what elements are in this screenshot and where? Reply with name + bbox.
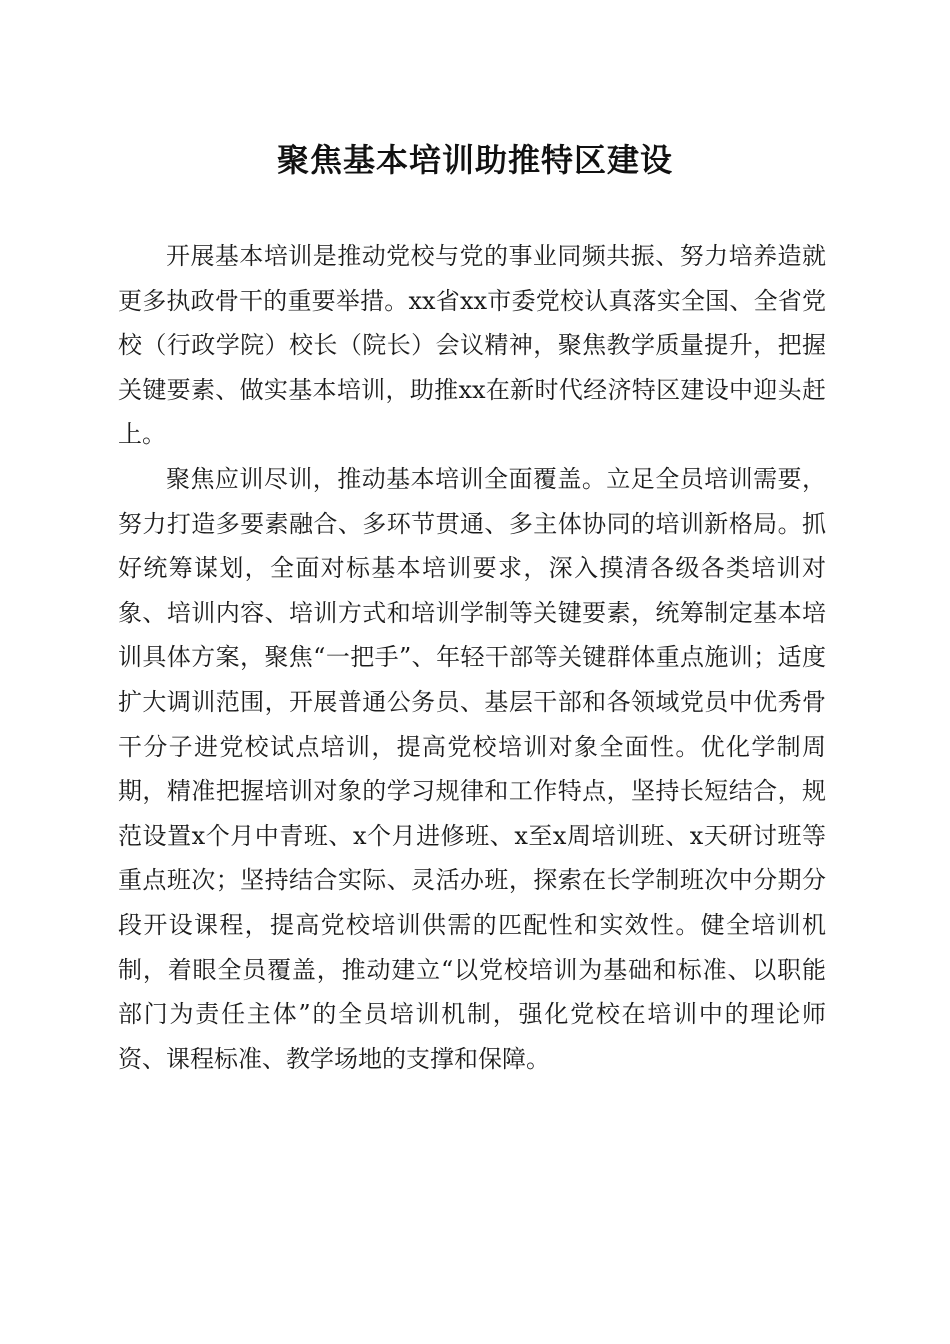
document-body	[118, 234, 826, 1081]
paragraph-coverage: 聚焦应训尽训，推动基本培训全面覆盖。立足全员培训需要，努力打造多要素融合、多环节贯通、多主体协同的培训新格局。抓好统筹谋划，全面对标基本培训要求，深入摸清各级各类培训对象、培训内容、培训方式和培训学制等关键要素，统筹制定基本培训具体方案，聚焦“一把手”、年轻干部等关键群体重点施训；适度扩大调训范围，开展普通公务员、基层干部和各领域党员中优秀骨干分子进党校试点培训，提高党校培训对象全面性。优化学制周期，精准把握培训对象的学习规律和工作特点，坚持长短结合，规范设置x个月中青班、x个月进修班、x至x周培训班、x天研讨班等重点班次；坚持结合实际、灵活办班，探索在长学制班次中分期分段开设课程，提高党校培训供需的匹配性和实效性。健全培训机制，着眼全员覆盖，推动建立“以党校培训为基础和标准、以职能部门为责任主体”的全员培训机制，强化党校在培训中的理论师资、课程标准、教学场地的支撑和保障。	[118, 464, 826, 1073]
document-title: 聚焦基本培训助推特区建设	[276, 141, 673, 179]
paragraph-intro: 开展基本培训是推动党校与党的事业同频共振、努力培养造就更多执政骨干的重要举措。xx省xx市委党校认真落实全国、全省党校（行政学院）校长（院长）会议精神，聚焦教学质量提升，把握关键要素、做实基本培训，助推xx在新时代经济特区建设中迎头赶上。	[118, 242, 826, 449]
